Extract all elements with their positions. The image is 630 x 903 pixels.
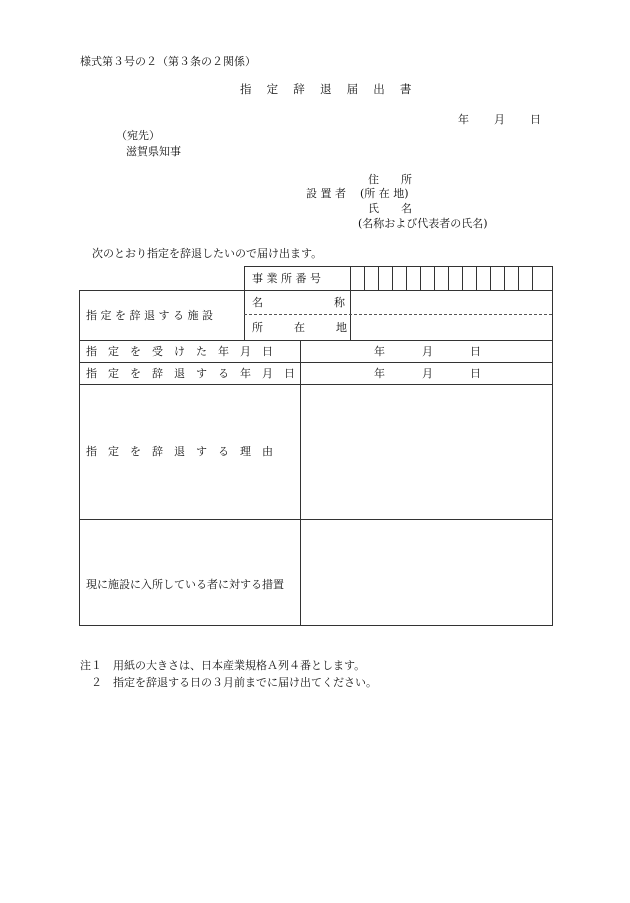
- withdraw-year: 年: [374, 367, 385, 380]
- received-day: 日: [470, 345, 481, 358]
- facility-address-label-1: 所: [252, 321, 263, 334]
- note-1: 注１ 用紙の大きさは、日本産業規格Ａ列４番とします。: [80, 659, 366, 672]
- reason-label: 指 定 を 辞 退 す る 理 由: [86, 445, 273, 458]
- facility-label: 指 定 を 辞 退 す る 施 設: [86, 309, 213, 322]
- date-month: 月: [494, 113, 505, 126]
- facility-address-label-3: 地: [336, 321, 347, 334]
- withdraw-month: 月: [422, 367, 433, 380]
- establisher-name-label: 氏 名: [368, 202, 412, 215]
- addressee-name: 滋賀県知事: [126, 145, 181, 158]
- establisher-name-note: (名称および代表者の氏名): [358, 217, 488, 230]
- withdraw-day: 日: [470, 367, 481, 380]
- establisher-address-label: 住 所: [368, 173, 412, 186]
- intro-text: 次のとおり指定を辞退したいので届け出ます。: [92, 247, 323, 260]
- facility-name-label-2: 称: [334, 296, 345, 309]
- addressee-prefix: （宛先）: [116, 129, 160, 142]
- establisher-location-label: (所 在 地): [360, 187, 409, 200]
- received-date-label: 指 定 を 受 け た 年 月 日: [86, 345, 273, 358]
- note-2: ２ 指定を辞退する日の３月前までに届け出てください。: [80, 676, 377, 689]
- facility-address-label-2: 在: [294, 321, 305, 334]
- document-title: 指 定 辞 退 届 出 書: [240, 82, 418, 96]
- form-number: 様式第３号の２（第３条の２関係）: [80, 55, 256, 68]
- date-year: 年: [458, 113, 469, 126]
- received-month: 月: [422, 345, 433, 358]
- office-number-label: 事 業 所 番 号: [252, 272, 321, 285]
- measures-label: 現に施設に入所している者に対する措置: [86, 578, 284, 591]
- date-day: 日: [530, 113, 541, 126]
- received-year: 年: [374, 345, 385, 358]
- establisher-label: 設 置 者: [306, 187, 346, 200]
- facility-name-label-1: 名: [252, 296, 263, 309]
- withdraw-date-label: 指 定 を 辞 退 す る 年 月 日: [86, 367, 295, 380]
